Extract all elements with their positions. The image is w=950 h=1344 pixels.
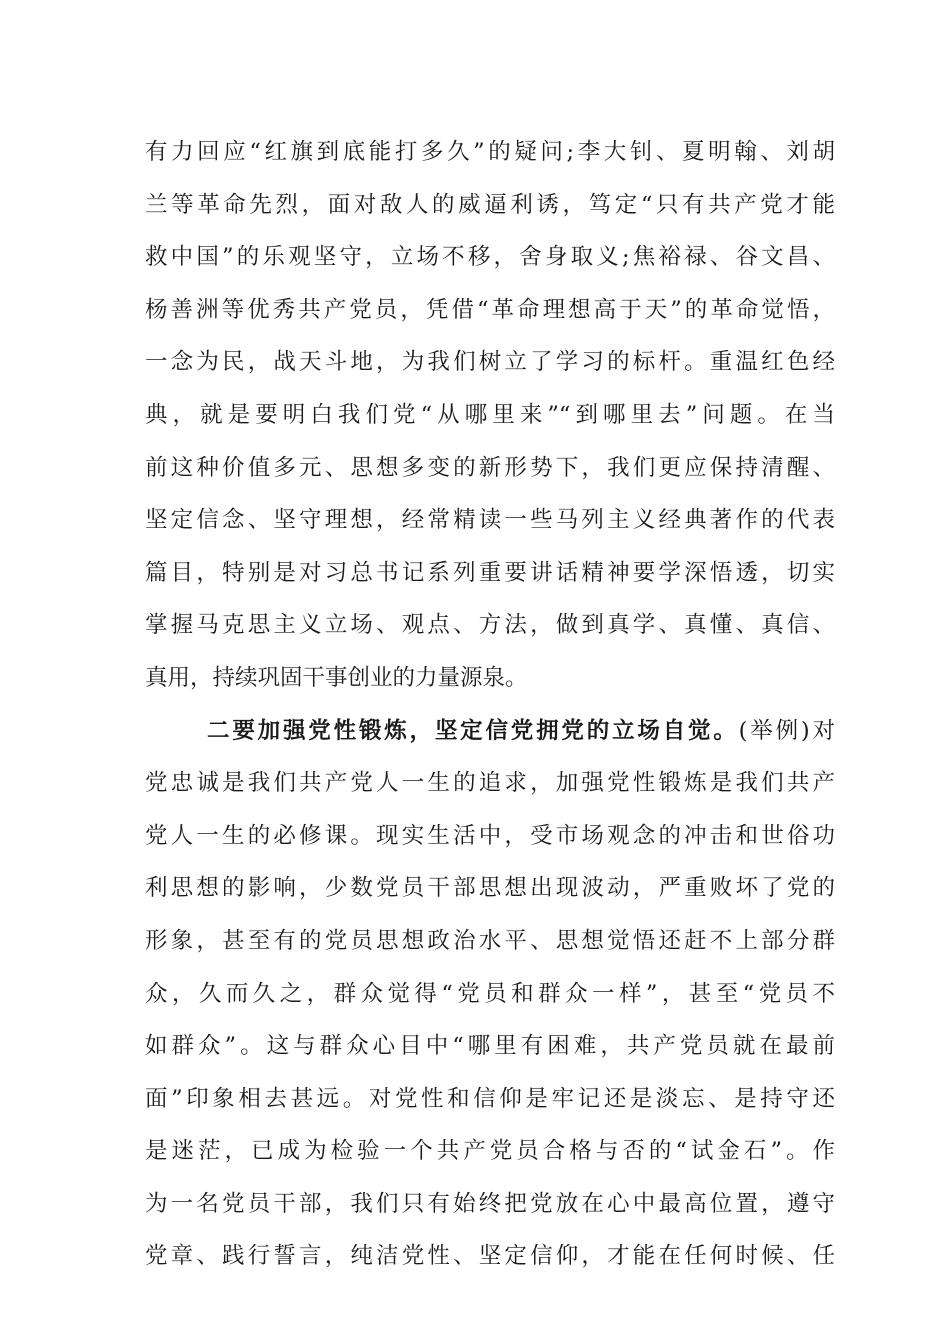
- text-line: 篇目，特别是对习总书记系列重要讲话精神要学深悟透，切实: [145, 559, 835, 586]
- text-line: 典，就是要明白我们党“从哪里来”“到哪里去”问题。在当: [145, 401, 835, 428]
- text-line: 一念为民，战天斗地，为我们树立了学习的标杆。重温红色经: [145, 349, 835, 376]
- text-line: 党人一生的必修课。现实生活中，受市场观念的冲击和世俗功: [145, 822, 835, 849]
- text-line: 利思想的影响，少数党员干部思想出现波动，严重败坏了党的: [145, 875, 835, 902]
- text-line: 为一名党员干部，我们只有始终把党放在心中最高位置，遵守: [145, 1190, 835, 1217]
- paragraph-2: [145, 705, 835, 1284]
- text-line: 兰等革命先烈，面对敌人的威逼利诱，笃定“只有共产党才能: [145, 191, 835, 218]
- text-line: 党忠诚是我们共产党人一生的追求，加强党性锻炼是我们共产: [145, 770, 835, 797]
- text-line: 面”印象相去甚远。对党性和信仰是牢记还是淡忘、是持守还: [145, 1085, 835, 1112]
- text-line: 救中国”的乐观坚守，立场不移，舍身取义;焦裕禄、谷文昌、: [145, 244, 835, 271]
- text-line: 有力回应“红旗到底能打多久”的疑问;李大钊、夏明翰、刘胡: [145, 139, 835, 165]
- paragraph-heading-line: [145, 705, 835, 758]
- document-body: [145, 126, 835, 1283]
- text-line: 杨善洲等优秀共产党员，凭借“革命理想高于天”的革命觉悟，: [145, 296, 835, 323]
- text-line: 如群众”。这与群众心目中“哪里有困难，共产党员就在最前: [145, 1033, 835, 1060]
- text-line: 前这种价值多元、思想多变的新形势下，我们更应保持清醒、: [145, 454, 835, 481]
- text-line: 掌握马克思主义立场、观点、方法，做到真学、真懂、真信、: [145, 612, 835, 639]
- text-line: 是迷茫，已成为检验一个共产党员合格与否的“试金石”。作: [145, 1138, 835, 1165]
- text-line: 坚定信念、坚守理想，经常精读一些马列主义经典著作的代表: [145, 507, 835, 534]
- text-line: 真用，持续巩固干事创业的力量源泉。: [145, 664, 528, 691]
- heading-line-rest: (举例)对: [738, 717, 835, 744]
- text-line: 众，久而久之，群众觉得“党员和群众一样”，甚至“党员不: [145, 980, 835, 1007]
- section-heading: 二要加强党性锻炼，坚定信党拥党的立场自觉。: [207, 717, 739, 744]
- text-line: 形象，甚至有的党员思想政治水平、思想觉悟还赶不上部分群: [145, 927, 835, 954]
- text-line: 党章、践行誓言，纯洁党性、坚定信仰，才能在任何时候、任: [145, 1243, 835, 1270]
- paragraph-1: [145, 126, 835, 705]
